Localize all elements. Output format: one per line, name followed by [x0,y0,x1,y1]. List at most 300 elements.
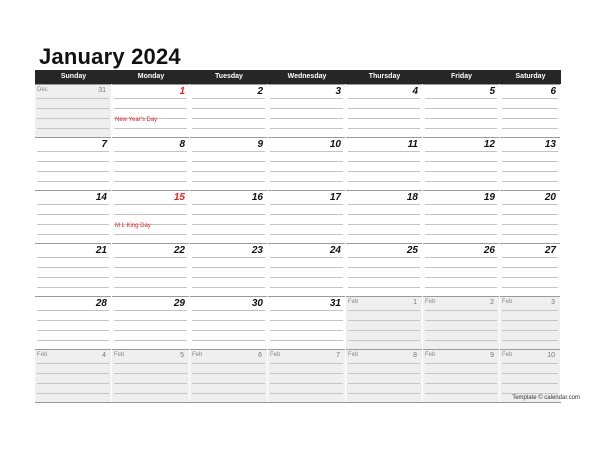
day-cell[interactable] [35,190,112,243]
note-line [425,320,497,321]
note-line [270,267,343,268]
cell-top-border [268,137,345,138]
note-line [348,151,420,152]
note-line [348,310,420,311]
note-line [192,330,265,331]
note-line [270,234,343,235]
note-line [348,118,420,119]
note-line [114,267,187,268]
day-number: 31 [98,87,106,94]
note-line [37,224,109,225]
note-line [270,128,343,129]
note-line [37,118,109,119]
note-line [37,310,109,311]
cell-top-border [423,243,499,244]
day-cell[interactable] [423,296,500,349]
day-number: 2 [257,86,263,97]
calendar-week [35,84,561,137]
month-label: Feb [425,299,436,305]
day-number: 12 [483,139,495,150]
note-line [502,340,558,341]
note-line [502,330,558,331]
cell-top-border [112,84,189,85]
note-line [37,267,109,268]
note-line [37,171,109,172]
note-line [114,393,187,394]
cell-top-border [500,84,560,85]
note-line [192,108,265,109]
cell-top-border [423,137,499,138]
day-cell[interactable] [423,243,500,296]
day-cell[interactable] [500,243,561,296]
cell-top-border [346,349,422,350]
note-line [270,171,343,172]
cell-top-border [268,190,345,191]
day-cell[interactable] [190,243,268,296]
day-cell[interactable] [268,190,346,243]
day-number: 9 [257,139,263,150]
day-cell[interactable] [346,296,423,349]
cell-top-border [35,190,111,191]
day-number: 3 [551,299,555,306]
note-line [37,393,109,394]
day-cell[interactable] [112,243,190,296]
note-line [192,161,265,162]
day-number: 19 [483,192,495,203]
day-cell[interactable] [190,296,268,349]
day-cell[interactable] [423,349,500,402]
note-line [114,257,187,258]
note-line [425,181,497,182]
day-cell[interactable] [268,137,346,190]
day-number: 20 [544,192,556,203]
note-line [192,214,265,215]
note-line [192,373,265,374]
holiday-label: M L King Day [115,223,151,229]
day-number: 22 [173,245,185,256]
note-line [270,363,343,364]
day-cell[interactable] [268,84,346,137]
note-line [192,234,265,235]
note-line [192,128,265,129]
note-line [348,204,420,205]
note-line [502,98,558,99]
note-line [37,108,109,109]
note-line [502,214,558,215]
note-line [425,330,497,331]
note-line [114,330,187,331]
note-line [37,340,109,341]
note-line [192,320,265,321]
day-number: 7 [101,139,107,150]
note-line [348,161,420,162]
cell-top-border [423,296,499,297]
cell-top-border [190,349,267,350]
day-number: 10 [329,139,341,150]
cell-top-border [35,137,111,138]
note-line [192,393,265,394]
weekday-wednesday: Wednesday [287,73,327,80]
note-line [37,128,109,129]
day-number: 2 [490,299,494,306]
note-line [114,98,187,99]
note-line [348,363,420,364]
note-line [502,128,558,129]
note-line [425,383,497,384]
note-line [270,98,343,99]
note-line [192,151,265,152]
page-title: January 2024 [39,44,181,69]
note-line [37,373,109,374]
note-line [425,98,497,99]
cell-top-border [112,137,189,138]
day-cell[interactable] [346,190,423,243]
day-cell[interactable] [423,137,500,190]
note-line [502,118,558,119]
note-line [270,118,343,119]
day-cell[interactable] [268,243,346,296]
cell-top-border [190,243,267,244]
note-line [348,383,420,384]
cell-top-border [346,243,422,244]
month-label: Feb [502,352,513,358]
note-line [37,98,109,99]
day-number: 7 [336,352,340,359]
note-line [270,340,343,341]
holiday-label: New Year's Day [115,117,158,123]
cell-top-border [268,84,345,85]
calendar-weeks [35,84,561,402]
note-line [37,383,109,384]
day-number: 9 [490,352,494,359]
note-line [37,320,109,321]
note-line [425,204,497,205]
calendar-week [35,243,561,296]
note-line [114,108,187,109]
note-line [425,151,497,152]
note-line [502,234,558,235]
note-line [270,373,343,374]
cell-top-border [500,243,560,244]
cell-top-border [346,84,422,85]
note-line [502,373,558,374]
weekday-header [35,70,561,84]
day-number: 29 [173,298,185,309]
note-line [192,383,265,384]
day-cell[interactable] [423,84,500,137]
note-line [502,393,558,394]
cell-top-border [423,349,499,350]
note-line [425,393,497,394]
note-line [114,214,187,215]
calendar-week [35,296,561,349]
day-cell[interactable] [190,190,268,243]
day-cell[interactable] [346,349,423,402]
note-line [348,373,420,374]
cell-top-border [500,296,560,297]
day-number: 4 [412,86,418,97]
calendar-week [35,349,561,402]
weekday-friday: Friday [450,73,472,80]
day-number: 28 [95,298,107,309]
day-number: 24 [329,245,341,256]
note-line [502,267,558,268]
note-line [192,287,265,288]
day-cell[interactable] [35,349,112,402]
cell-top-border [35,243,111,244]
day-number: 17 [329,192,341,203]
day-cell[interactable] [500,84,561,137]
day-cell[interactable] [190,137,268,190]
note-line [502,204,558,205]
note-line [270,257,343,258]
day-cell[interactable] [112,84,190,137]
day-cell[interactable] [500,137,561,190]
day-cell[interactable] [35,243,112,296]
note-line [348,257,420,258]
note-line [348,267,420,268]
note-line [348,277,420,278]
note-line [192,181,265,182]
day-number: 21 [95,245,107,256]
day-cell[interactable] [35,84,112,137]
note-line [270,181,343,182]
note-line [270,214,343,215]
day-number: 15 [173,192,185,203]
note-line [192,340,265,341]
note-line [425,277,497,278]
note-line [192,171,265,172]
day-number: 30 [251,298,263,309]
day-number: 5 [489,86,495,97]
note-line [502,108,558,109]
day-number: 6 [258,352,262,359]
footer-credit[interactable]: Template © calendar.com [512,395,580,401]
day-cell[interactable] [112,349,190,402]
day-number: 1 [413,299,417,306]
note-line [37,234,109,235]
cell-top-border [112,190,189,191]
day-cell[interactable] [190,349,268,402]
note-line [192,224,265,225]
note-line [192,98,265,99]
day-number: 18 [406,192,418,203]
note-line [37,287,109,288]
note-line [502,224,558,225]
day-number: 14 [95,192,107,203]
note-line [114,320,187,321]
note-line [37,257,109,258]
note-line [192,363,265,364]
note-line [425,373,497,374]
day-number: 5 [180,352,184,359]
day-number: 10 [547,352,555,359]
month-label: Feb [348,299,359,305]
note-line [348,98,420,99]
calendar-week [35,190,561,243]
note-line [425,108,497,109]
note-line [502,277,558,278]
note-line [114,340,187,341]
day-number: 3 [335,86,341,97]
note-line [37,363,109,364]
note-line [270,224,343,225]
note-line [348,224,420,225]
note-line [192,204,265,205]
day-number: 31 [329,298,341,309]
note-line [348,181,420,182]
note-line [192,277,265,278]
cell-top-border [112,296,189,297]
calendar-bottom-border [35,402,561,403]
note-line [348,171,420,172]
note-line [348,340,420,341]
note-line [348,330,420,331]
note-line [270,287,343,288]
day-cell[interactable] [268,296,346,349]
note-line [270,383,343,384]
cell-top-border [112,243,189,244]
day-cell[interactable] [346,84,423,137]
note-line [192,267,265,268]
day-number: 16 [251,192,263,203]
cell-top-border [500,190,560,191]
day-cell[interactable] [190,84,268,137]
note-line [114,310,187,311]
cell-top-border [112,349,189,350]
day-number: 6 [550,86,556,97]
note-line [502,320,558,321]
note-line [348,393,420,394]
cell-top-border [346,190,422,191]
cell-top-border [35,349,111,350]
note-line [114,234,187,235]
note-line [425,257,497,258]
day-number: 13 [544,139,556,150]
note-line [37,151,109,152]
day-number: 23 [251,245,263,256]
note-line [114,128,187,129]
month-label: Feb [502,299,513,305]
note-line [114,383,187,384]
cell-top-border [268,349,345,350]
day-number: 25 [406,245,418,256]
note-line [502,171,558,172]
calendar-grid [35,70,561,403]
note-line [502,383,558,384]
note-line [192,257,265,258]
note-line [425,287,497,288]
day-cell[interactable] [35,296,112,349]
weekday-thursday: Thursday [368,73,401,80]
note-line [114,287,187,288]
day-cell[interactable] [346,243,423,296]
note-line [502,257,558,258]
weekday-sunday: Sunday [60,73,87,80]
calendar-week [35,137,561,190]
month-label: Feb [114,352,125,358]
day-cell[interactable] [500,296,561,349]
day-cell[interactable] [423,190,500,243]
note-line [114,171,187,172]
cell-top-border [346,137,422,138]
note-line [425,161,497,162]
note-line [37,181,109,182]
note-line [425,128,497,129]
day-cell[interactable] [346,137,423,190]
note-line [114,363,187,364]
note-line [37,204,109,205]
weekday-saturday: Saturday [515,73,546,80]
cell-top-border [500,137,560,138]
note-line [270,151,343,152]
note-line [425,118,497,119]
note-line [425,310,497,311]
day-number: 1 [179,86,185,97]
note-line [37,330,109,331]
day-cell[interactable] [112,190,190,243]
cell-top-border [35,296,111,297]
note-line [348,320,420,321]
note-line [502,363,558,364]
note-line [502,161,558,162]
note-line [114,181,187,182]
day-cell[interactable] [112,137,190,190]
cell-top-border [35,84,111,85]
cell-top-border [190,137,267,138]
day-cell[interactable] [35,137,112,190]
weekday-monday: Monday [137,73,165,80]
note-line [270,330,343,331]
note-line [348,214,420,215]
month-label: Feb [348,352,359,358]
note-line [192,118,265,119]
cell-top-border [190,296,267,297]
note-line [270,277,343,278]
month-label: Feb [37,352,48,358]
day-number: 8 [413,352,417,359]
note-line [348,108,420,109]
note-line [270,310,343,311]
cell-top-border [423,84,499,85]
note-line [502,151,558,152]
note-line [114,161,187,162]
cell-top-border [190,84,267,85]
note-line [114,151,187,152]
cell-top-border [190,190,267,191]
note-line [270,320,343,321]
cell-top-border [346,296,422,297]
weekday-tuesday: Tuesday [215,73,243,80]
note-line [348,287,420,288]
day-number: 26 [483,245,495,256]
day-cell[interactable] [268,349,346,402]
note-line [425,214,497,215]
day-cell[interactable] [500,190,561,243]
note-line [37,161,109,162]
cell-top-border [423,190,499,191]
note-line [502,287,558,288]
note-line [425,363,497,364]
day-number: 11 [407,139,418,150]
note-line [270,204,343,205]
cell-top-border [268,296,345,297]
note-line [348,128,420,129]
note-line [425,234,497,235]
day-cell[interactable] [112,296,190,349]
note-line [425,224,497,225]
note-line [348,234,420,235]
